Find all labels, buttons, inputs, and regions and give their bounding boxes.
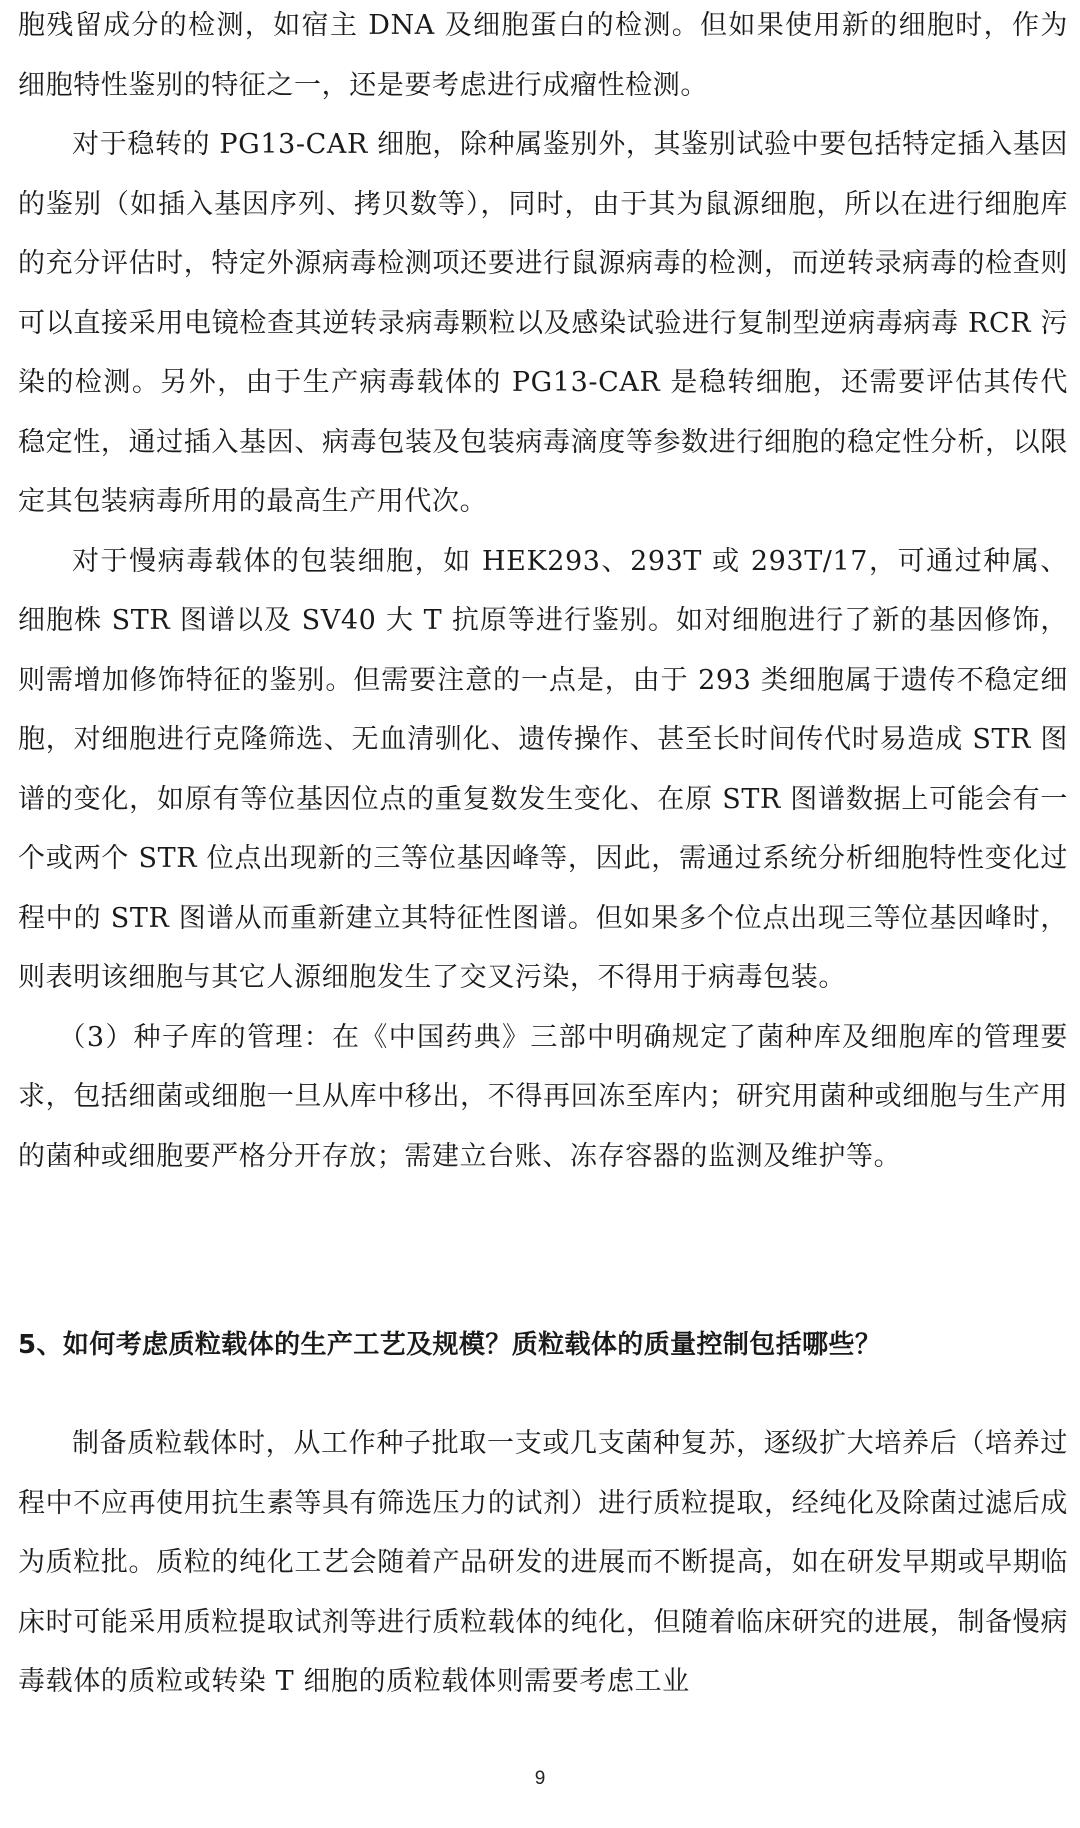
section-body xyxy=(18,1414,1068,1712)
paragraph-seed-bank-management: （3）种子库的管理：在《中国药典》三部中明确规定了菌种库及细胞库的管理要求，包括细菌或细胞一旦从库中移出，不得再回冻至库内；研究用菌种或细胞与生产用的菌种或细胞要严格分开存放；需建立台账、冻存容器的监测及维护等。 xyxy=(18,1021,1068,1172)
document-body xyxy=(18,0,1068,1186)
page-number: 9 xyxy=(534,1768,546,1789)
section-heading: 5、如何考虑质粒载体的生产工艺及规模？质粒载体的质量控制包括哪些？ xyxy=(18,1330,882,1360)
paragraph-pg13-car-cells: 对于稳转的 PG13-CAR 细胞，除种属鉴别外，其鉴别试验中要包括特定插入基因的鉴别（如插入基因序列、拷贝数等），同时，由于其为鼠源细胞，所以在进行细胞库的充分评估时，特定外源病毒检测项还要进行鼠源病毒的检测，而逆转录病毒的检查则可以直接采用电镜检查其逆转录病毒颗粒以及感染试验进行复制型逆病毒病毒 RCR 污染的检测。另外，由于生产病毒载体的 PG13-CAR 是稳转细胞，还需要评估其传代稳定性，通过插入基因、病毒包装及包装病毒滴度等参数进行细胞的稳定性分析，以限定其包装病毒所用的最高生产用代次。 xyxy=(18,129,1068,517)
paragraph-lentivirus-packaging-cells: 对于慢病毒载体的包装细胞，如 HEK293、293T 或 293T/17，可通过种属、细胞株 STR 图谱以及 SV40 大 T 抗原等进行鉴别。如对细胞进行了新的基因修饰，则需增加修饰特征的鉴别。但需要注意的一点是，由于 293 类细胞属于遗传不稳定细胞，对细胞进行克隆筛选、无血清驯化、遗传操作、甚至长时间传代时易造成 STR 图谱的变化，如原有等位基因位点的重复数发生变化、在原 STR 图谱数据上可能会有一个或两个 STR 位点出现新的三等位基因峰等，因此，需通过系统分析细胞特性变化过程中的 STR 图谱从而重新建立其特征性图谱。但如果多个位点出现三等位基因峰时，则表明该细胞与其它人源细胞发生了交叉污染，不得用于病毒包装。 xyxy=(18,545,1068,993)
paragraph-plasmid-preparation: 制备质粒载体时，从工作种子批取一支或几支菌种复苏，逐级扩大培养后（培养过程中不应再使用抗生素等具有筛选压力的试剂）进行质粒提取，经纯化及除菌过滤后成为质粒批。质粒的纯化工艺会随着产品研发的进展而不断提高，如在研发早期或早期临床时可能采用质粒提取试剂等进行质粒载体的纯化，但随着临床研究的进展，制备慢病毒载体的质粒或转染 T 细胞的质粒载体则需要考虑工业 xyxy=(18,1428,1068,1697)
paragraph-host-cell-residue: 胞残留成分的检测，如宿主 DNA 及细胞蛋白的检测。但如果使用新的细胞时，作为细胞特性鉴别的特征之一，还是要考虑进行成瘤性检测。 xyxy=(18,10,1068,101)
